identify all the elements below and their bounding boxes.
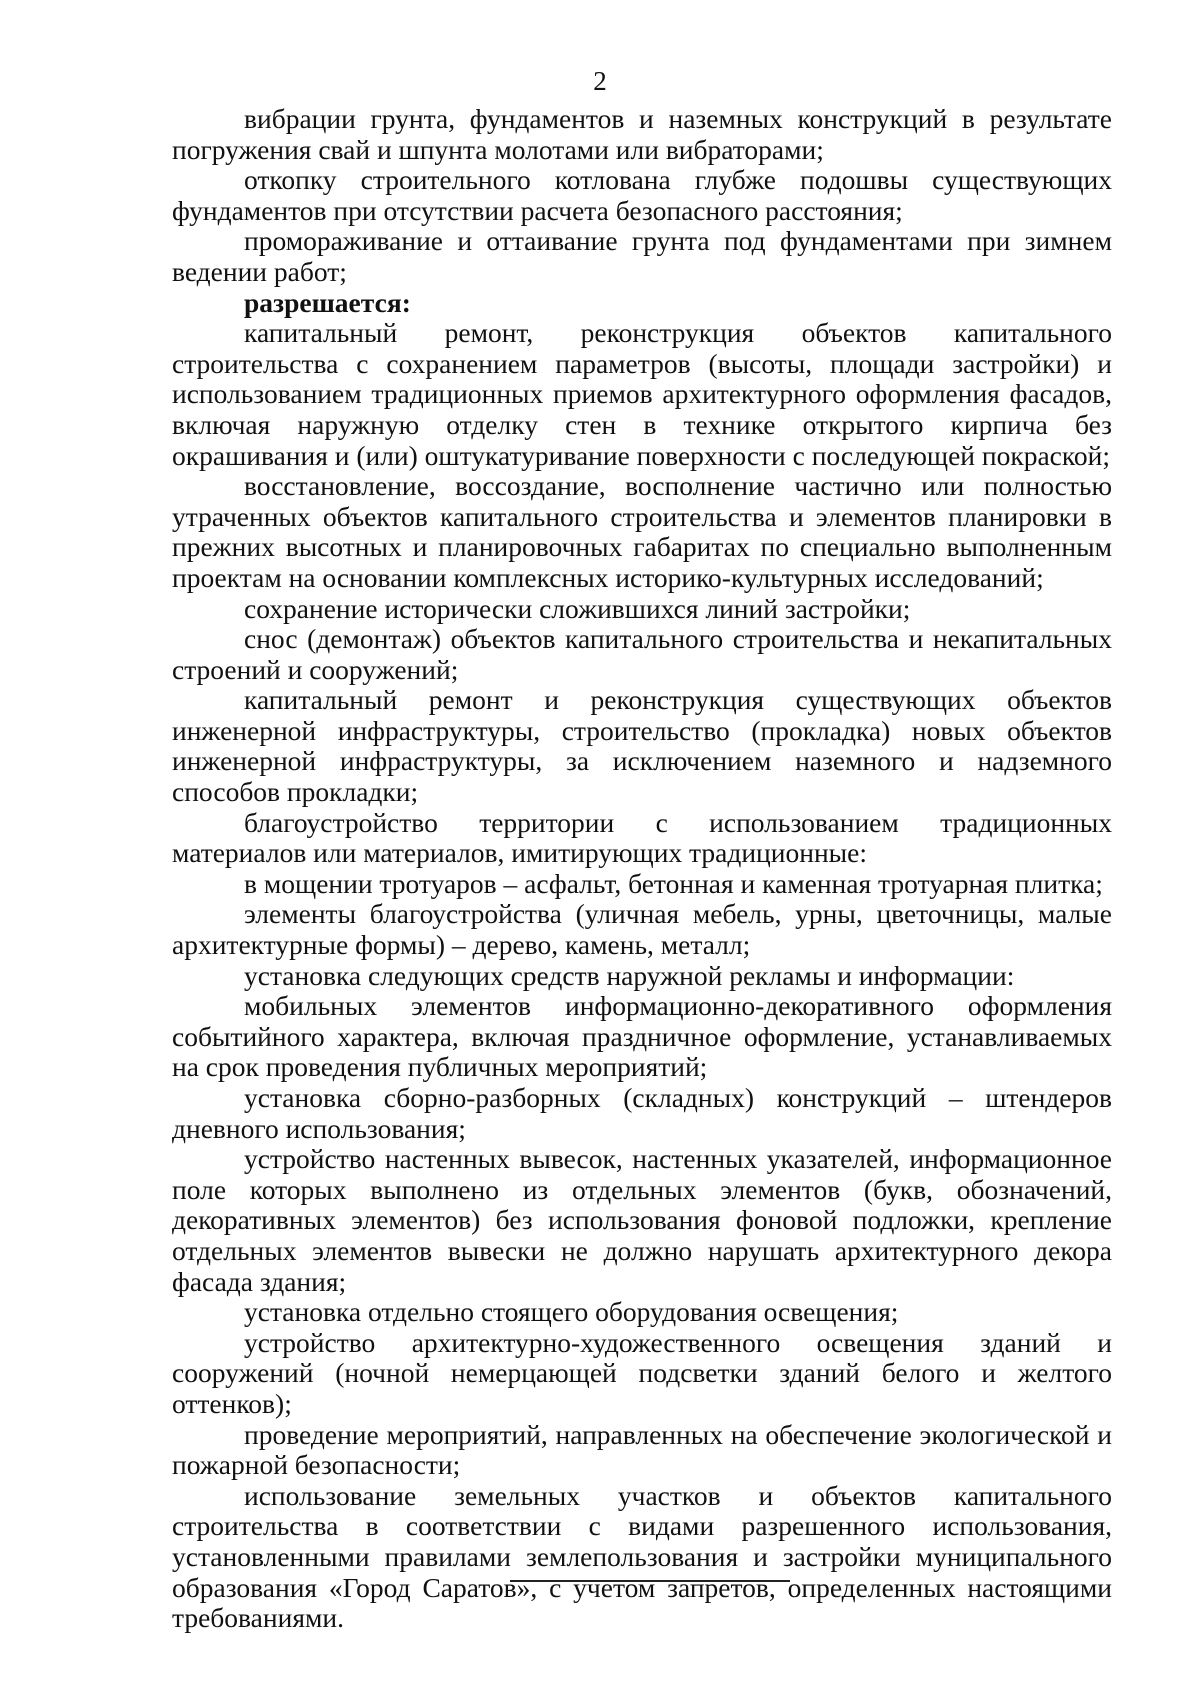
paragraph-restoration: восстановление, воссоздание, восполнение частично или полностью утраченных объектов капитального строительства и элементов планировки в прежних высотных и планировочных габаритах по специально выполненным проектам на основании комплексных историко-культурных исследований;	[172, 470, 1112, 593]
paragraph-building-lines: сохранение исторически сложившихся линий застройки;	[244, 592, 911, 624]
paragraph-infrastructure: капитальный ремонт и реконструкция существующих объектов инженерной инфраструктуры, строительство (прокладка) новых объектов инженерной инфраструктуры, за исключением наземного и надземного способов прокладки;	[172, 684, 1112, 808]
paragraph-mobile-elements: мобильных элементов информационно-декоративного оформления событийного характера, включая праздничное оформление, устанавливаемых на срок проведения публичных мероприятий;	[172, 990, 1112, 1083]
paragraph-freezing: промораживание и оттаивание грунта под фундаментами при зимнем ведении работ;	[172, 225, 1112, 287]
paragraph-landscaping: благоустройство территории с использованием традиционных материалов или материалов, имитирующих традиционные:	[172, 806, 1112, 869]
closing-divider	[510, 1580, 790, 1582]
document-body	[172, 104, 1112, 1634]
paragraph-landscape-elements: элементы благоустройства (уличная мебель, урны, цветочницы, малые архитектурные формы) – дерево, камень, металл;	[172, 898, 1112, 961]
paragraph-capital-repair: капитальный ремонт, реконструкция объектов капитального строительства с сохранением параметров (высоты, площади застройки) и использованием традиционных приемов архитектурного оформления фасадов, включая наружную отделку стен в технике открытого кирпича без окрашивания и (или) оштукатуривание поверхности с последующей покраской;	[172, 317, 1112, 471]
paragraph-vibration: вибрации грунта, фундаментов и наземных конструкций в результате погружения свай и шпунта молотами или вибраторами;	[172, 103, 1112, 165]
paragraph-advertising: установка следующих средств наружной рекламы и информации:	[244, 959, 1015, 991]
paragraph-paving: в мощении тротуаров – асфальт, бетонная и каменная тротуарная плитка;	[244, 867, 1103, 899]
paragraph-excavation: откопку строительного котлована глубже подошвы существующих фундаментов при отсутствии расчета безопасного расстояния;	[172, 164, 1112, 226]
page-number: 2	[593, 66, 607, 96]
paragraph-land-use: использование земельных участков и объектов капитального строительства в соответствии с видами разрешенного использования, установленными правилами землепользования и застройки муниципального образования «Город Саратов», с учетом запретов, определенных настоящими требованиями.	[172, 1479, 1112, 1634]
section-heading-allowed: разрешается:	[244, 286, 411, 318]
paragraph-wall-signs: устройство настенных вывесок, настенных указателей, информационное поле которых выполнено из отдельных элементов (букв, обозначений, декоративных элементов) без использования фоновой подложки, крепление отдельных элементов вывески не должно нарушать архитектурного декора фасада здания;	[172, 1143, 1112, 1297]
paragraph-architectural-lighting: устройство архитектурно-художественного освещения зданий и сооружений (ночной немерцающей подсветки зданий белого и желтого оттенков);	[172, 1326, 1112, 1419]
paragraph-safety-measures: проведение мероприятий, направленных на обеспечение экологической и пожарной безопасности;	[172, 1418, 1112, 1481]
paragraph-demolition: снос (демонтаж) объектов капитального строительства и некапитальных строений и сооружений;	[172, 623, 1112, 685]
paragraph-lighting-equipment: установка отдельно стоящего оборудования освещения;	[244, 1296, 899, 1328]
paragraph-sandwich-boards: установка сборно-разборных (складных) конструкций – штендеров дневного использования;	[172, 1082, 1112, 1144]
